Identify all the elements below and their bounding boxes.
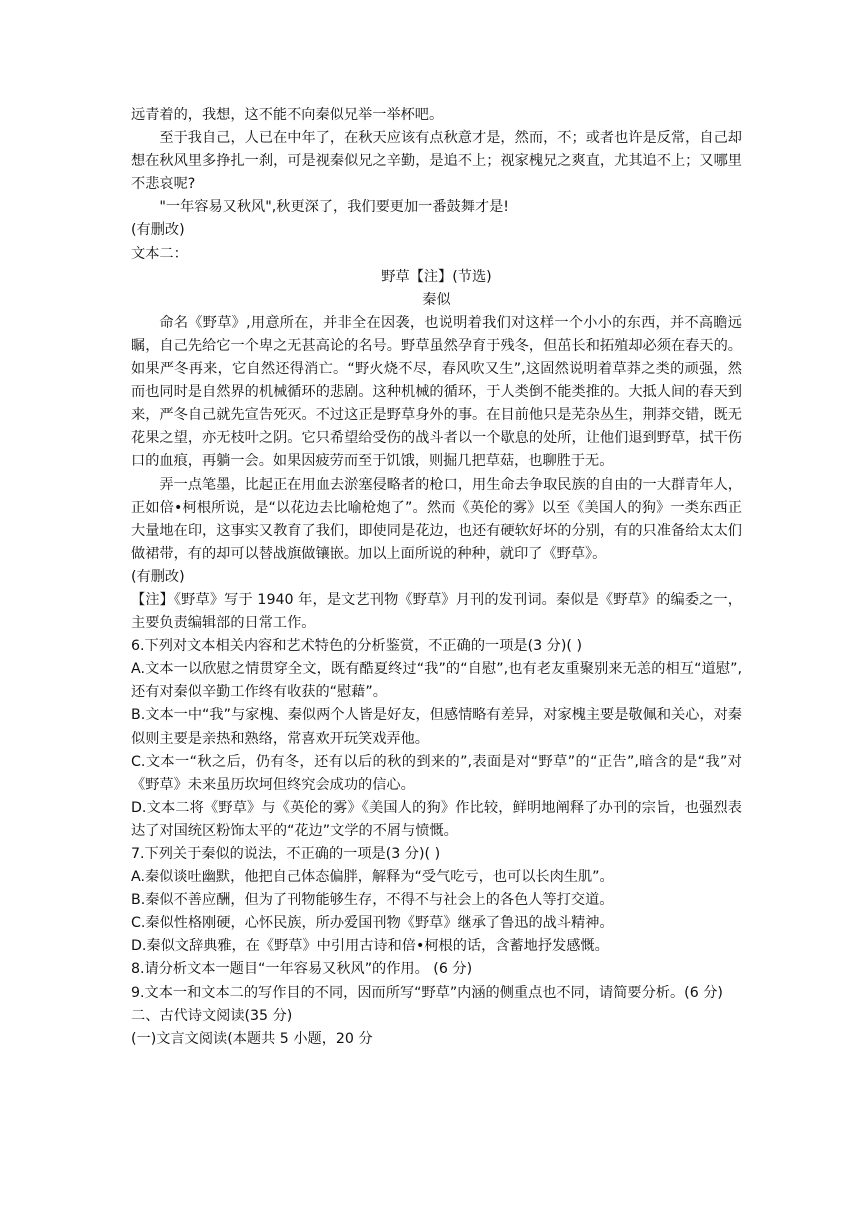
footnote: 【注】《野草》写于 1940 年，是文艺刊物《野草》月刊的发刊词。秦似是《野草》的编委之一，主要负责编辑部的日常工作。: [131, 591, 742, 632]
text2-paragraph: 命名《野草》,用意所在，并非全在因袭，也说明着我们对这样一个小小的东西，并不高瞻远瞩，自己先给它一个卑之无甚高论的名号。野草虽然孕育于残冬，但茁长和拓殖却必须在春天的。如果严冬再来，它自然还得消亡。“野火烧不尽，春风吹又生”,这固然说明着草莽之类的顽强，然而也同时是自然界的机械循环的悲剧。这种机械的循环，于人类倒不能类推的。大抵人间的春天到来，严冬自己就先宣告死灭。不过这正是野草身外的事。在目前他只是芜杂丛生，荆莽交错，既无花果之望，亦无枝叶之阴。它只希望给受伤的战斗者以一个歇息的处所，让他们退到野草，拭干伤口的血痕，再躺一会。如果因疲劳而至于饥饿，则掘几把草菇，也聊胜于无。: [131, 314, 742, 470]
text1-paragraph: "一年容易又秋风",秋更深了，我们要更加一番鼓舞才是!: [159, 199, 509, 216]
question-6-stem: 6.下列对文本相关内容和艺术特色的分析鉴赏，不正确的一项是(3 分)( ): [131, 638, 582, 655]
subsection-heading: (一)文言文阅读(本题共 5 小题，20 分: [131, 1030, 373, 1047]
question-6-option-c: C.文本一“秋之后，仍有冬，还有以后的秋的到来的”,表面是对“野草”的“正告”,暗含的是“我”对《野草》未来虽历坎坷但终究会成功的信心。: [131, 753, 742, 793]
question-7-option-b: B.秦似不善应酬，但为了刊物能够生存，不得不与社会上的各色人等打交道。: [131, 892, 614, 909]
question-8-stem: 8.请分析文本一题目“一年容易又秋风”的作用。 (6 分): [131, 961, 473, 978]
article-title: 野草【注】(节选): [381, 268, 492, 285]
text2-label: 文本二：: [131, 245, 188, 262]
text1-paragraph: 远青着的，我想，这不能不向秦似兄举一举杯吧。: [131, 107, 444, 123]
question-7-stem: 7.下列关于秦似的说法，不正确的一项是(3 分)( ): [131, 846, 441, 862]
text1-paragraph: 至于我自己，人已在中年了，在秋天应该有点秋意才是，然而，不；或者也许是反常，自己却想在秋风里多挣扎一刹，可是视秦似兄之辛勤，是追不上；视家槐兄之爽直，尤其追不上；又哪里不悲哀呢?: [131, 130, 742, 193]
question-7-option-a: A.秦似谈吐幽默，他把自己体态偏胖，解释为“受气吃亏，也可以长肉生肌”。: [131, 869, 614, 886]
question-6-option-a: A.文本一以欣慰之情贯穿全文，既有酷夏终过“我”的“自慰”,也有老友重聚别来无恙的相互“道慰”,还有对秦似辛勤工作终有收获的“慰藉”。: [131, 661, 742, 701]
edit-note: (有删改): [131, 568, 185, 585]
question-6-option-b: B.文本一中“我”与家槐、秦似两个人皆是好友，但感情略有差异，对家槐主要是敬佩和关心，对秦似则主要是亲热和熟络，常喜欢开玩笑戏弄他。: [131, 707, 742, 747]
question-9-stem: 9.文本一和文本二的写作目的不同，因而所写“野草”内涵的侧重点也不同，请简要分析。(6 分): [131, 984, 723, 1001]
question-6-option-d: D.文本二将《野草》与《英伦的雾》《美国人的狗》作比较，鲜明地阐释了办刊的宗旨，也强烈表达了对国统区粉饰太平的“花边”文学的不屑与愤慨。: [131, 799, 742, 839]
question-7-option-c: C.秦似性格刚硬，心怀民族，所办爱国刊物《野草》继承了鲁迅的战斗精神。: [131, 915, 614, 932]
article-author: 秦似: [422, 291, 451, 308]
edit-note: (有删改): [131, 222, 185, 239]
question-7-option-d: D.秦似文辞典雅，在《野草》中引用古诗和倍•柯根的话，含蓄地抒发感慨。: [131, 938, 609, 955]
text2-paragraph: 弄一点笔墨，比起正在用血去淤塞侵略者的枪口，用生命去争取民族的自由的一大群青年人，正如倍•柯根所说，是“以花边去比喻枪炮了”。然而《英伦的雾》以至《美国人的狗》一类东西正大量地在印，这事实又教育了我们，即使同是花边，也还有硬软好坏的分别，有的只准备给太太们做裙带，有的却可以替战旗做镶嵌。加以上面所说的种种，就印了《野草》。: [131, 476, 742, 562]
section-heading: 二、古代诗文阅读(35 分): [131, 1007, 293, 1024]
